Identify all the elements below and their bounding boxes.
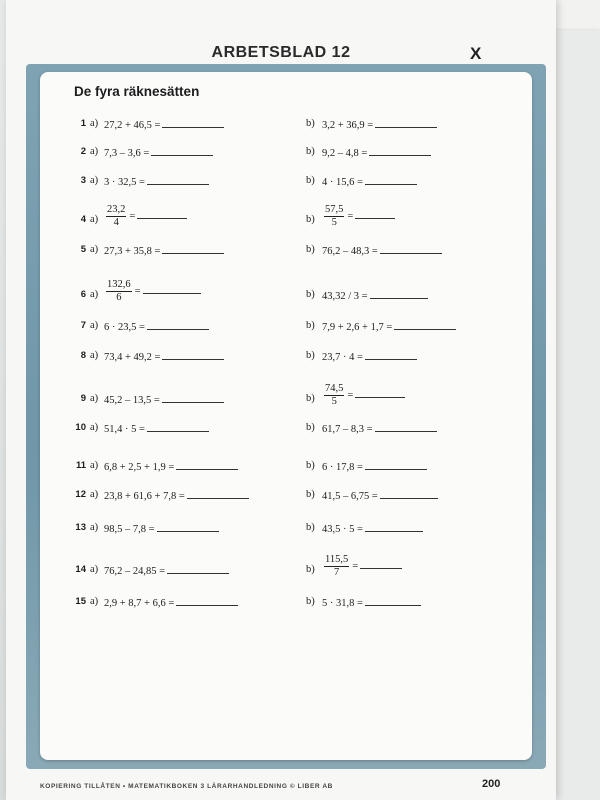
- problem-b-expression: [322, 204, 395, 229]
- answer-blank[interactable]: [176, 596, 238, 606]
- problem-b-expression: [322, 554, 402, 579]
- expression-text: 23,8 + 61,6 + 7,8 =: [104, 491, 185, 502]
- expression-text: 3,2 + 36,9 =: [322, 120, 374, 131]
- label-b: b): [306, 489, 315, 500]
- label-b: b): [306, 175, 315, 186]
- answer-blank[interactable]: [380, 244, 442, 254]
- problem-a-expression: [104, 422, 209, 435]
- expression-text: 61,7 – 8,3 =: [322, 424, 373, 435]
- label-b: b): [306, 289, 315, 300]
- label-a: a): [90, 146, 99, 157]
- problem-a-expression: [104, 564, 229, 577]
- problem-row: [40, 522, 532, 542]
- problem-number: 10: [75, 422, 86, 433]
- problem-a-expression: [104, 350, 224, 363]
- answer-blank[interactable]: [151, 146, 213, 156]
- problem-row: [40, 146, 532, 166]
- answer-blank[interactable]: [365, 596, 421, 606]
- problem-row: [40, 422, 532, 442]
- label-a: a): [90, 320, 99, 331]
- problem-b-expression: [322, 350, 417, 363]
- answer-blank[interactable]: [162, 350, 224, 360]
- fraction: [106, 279, 132, 304]
- answer-blank[interactable]: [162, 244, 224, 254]
- section-title: De fyra räknesätten: [74, 84, 200, 99]
- label-a: a): [90, 422, 99, 433]
- label-a: a): [90, 175, 99, 186]
- problem-number: 3: [80, 175, 86, 186]
- answer-blank[interactable]: [187, 489, 249, 499]
- expression-text: 9,2 – 4,8 =: [322, 148, 368, 159]
- expression-text: 43,32 / 3 =: [322, 291, 368, 302]
- fraction: [324, 204, 344, 229]
- expression-text: 7,3 – 3,6 =: [104, 148, 150, 159]
- answer-blank[interactable]: [355, 209, 395, 219]
- answer-blank[interactable]: [375, 422, 437, 432]
- problem-a-expression: [104, 244, 224, 257]
- answer-blank[interactable]: [360, 559, 402, 569]
- fraction-denominator: 6: [116, 292, 122, 303]
- answer-blank[interactable]: [375, 118, 437, 128]
- answer-blank[interactable]: [157, 522, 219, 532]
- answer-blank[interactable]: [355, 388, 405, 398]
- expression-text: 45,2 – 13,5 =: [104, 395, 160, 406]
- fraction-numerator: 74,5: [325, 383, 344, 394]
- expression-text: =: [134, 285, 141, 297]
- problem-a-expression: [104, 460, 238, 473]
- answer-blank[interactable]: [176, 460, 238, 470]
- answer-blank[interactable]: [147, 422, 209, 432]
- label-a: a): [90, 118, 99, 129]
- fraction-denominator: 5: [331, 396, 337, 407]
- problem-number: 14: [75, 564, 86, 575]
- label-b: b): [306, 146, 315, 157]
- expression-text: 76,2 – 48,3 =: [322, 246, 378, 257]
- answer-blank[interactable]: [370, 289, 428, 299]
- problem-row: [40, 244, 532, 264]
- problem-number: 2: [80, 146, 86, 157]
- label-a: a): [90, 214, 99, 225]
- problem-row: [40, 489, 532, 509]
- worksheet-page: [6, 0, 556, 800]
- answer-blank[interactable]: [137, 209, 187, 219]
- label-b: b): [306, 244, 315, 255]
- fraction-denominator: 7: [334, 567, 340, 578]
- footer-text: KOPIERING TILLÅTEN • MATEMATIKBOKEN 3 LÄRARHANDLEDNING © LIBER AB: [40, 783, 333, 790]
- problem-a-expression: [104, 118, 224, 131]
- answer-blank[interactable]: [162, 118, 224, 128]
- label-b: b): [306, 564, 315, 575]
- problem-b-expression: [322, 383, 405, 408]
- fraction: [106, 204, 126, 229]
- problem-b-expression: [322, 596, 421, 609]
- fraction-denominator: 4: [113, 217, 119, 228]
- answer-blank[interactable]: [369, 146, 431, 156]
- problem-number: 7: [80, 320, 86, 331]
- expression-text: 2,9 + 8,7 + 6,6 =: [104, 598, 175, 609]
- fraction-numerator: 57,5: [325, 204, 344, 215]
- problem-number: 9: [80, 393, 86, 404]
- label-a: a): [90, 489, 99, 500]
- problem-a-expression: [104, 522, 219, 535]
- expression-text: 43,5 · 5 =: [322, 524, 363, 535]
- problem-b-expression: [322, 289, 428, 302]
- expression-text: 7,9 + 2,6 + 1,7 =: [322, 322, 393, 333]
- expression-text: =: [129, 210, 136, 222]
- problem-a-expression: [104, 320, 209, 333]
- problem-a-expression: [104, 146, 213, 159]
- problem-a-expression: [104, 175, 209, 188]
- label-a: a): [90, 596, 99, 607]
- expression-text: 6 · 23,5 =: [104, 322, 145, 333]
- problem-b-expression: [322, 118, 437, 131]
- answer-blank[interactable]: [365, 350, 417, 360]
- problem-number: 12: [75, 489, 86, 500]
- problem-number: 4: [80, 214, 86, 225]
- label-b: b): [306, 460, 315, 471]
- expression-text: 23,7 · 4 =: [322, 352, 363, 363]
- expression-text: 27,2 + 46,5 =: [104, 120, 161, 131]
- fraction: [324, 383, 344, 408]
- problem-row: [40, 206, 532, 226]
- label-b: b): [306, 350, 315, 361]
- fraction-numerator: 132,6: [107, 279, 131, 290]
- answer-blank[interactable]: [147, 175, 209, 185]
- problem-a-expression: [104, 489, 249, 502]
- answer-blank[interactable]: [394, 320, 456, 330]
- expression-text: =: [347, 210, 354, 222]
- expression-text: =: [347, 389, 354, 401]
- label-a: a): [90, 393, 99, 404]
- problem-number: 13: [75, 522, 86, 533]
- expression-text: 41,5 – 6,75 =: [322, 491, 378, 502]
- header-mark: X: [470, 44, 482, 63]
- label-a: a): [90, 522, 99, 533]
- label-b: b): [306, 522, 315, 533]
- problem-b-expression: [322, 522, 423, 535]
- label-b: b): [306, 393, 315, 404]
- answer-blank[interactable]: [365, 460, 427, 470]
- expression-text: 6 · 17,8 =: [322, 462, 363, 473]
- expression-text: 6,8 + 2,5 + 1,9 =: [104, 462, 175, 473]
- problem-row: [40, 118, 532, 138]
- fraction-denominator: 5: [331, 217, 337, 228]
- problem-b-expression: [322, 320, 456, 333]
- problem-a-expression: [104, 596, 238, 609]
- problem-row: [40, 385, 532, 405]
- problem-b-expression: [322, 146, 431, 159]
- answer-blank[interactable]: [365, 175, 417, 185]
- problem-number: 15: [75, 596, 86, 607]
- exercise-panel: [40, 72, 532, 760]
- problem-row: [40, 596, 532, 616]
- problem-a-expression: [104, 393, 224, 406]
- answer-blank[interactable]: [167, 564, 229, 574]
- problem-b-expression: [322, 422, 437, 435]
- label-b: b): [306, 320, 315, 331]
- problem-number: 1: [80, 118, 86, 129]
- worksheet-title: ARBETSBLAD 12: [211, 44, 351, 61]
- label-a: a): [90, 460, 99, 471]
- label-a: a): [90, 244, 99, 255]
- answer-blank[interactable]: [143, 284, 201, 294]
- problem-a-expression: [104, 204, 187, 229]
- expression-text: 27,3 + 35,8 =: [104, 246, 161, 257]
- problem-row: [40, 350, 532, 370]
- expression-text: 4 · 15,6 =: [322, 177, 363, 188]
- problem-number: 6: [80, 289, 86, 300]
- expression-text: 5 · 31,8 =: [322, 598, 363, 609]
- label-a: a): [90, 289, 99, 300]
- fraction: [324, 554, 349, 579]
- expression-text: =: [352, 560, 359, 572]
- problem-number: 11: [75, 460, 86, 471]
- page-number: 200: [482, 778, 501, 790]
- problem-row: [40, 281, 532, 301]
- fraction-numerator: 23,2: [107, 204, 126, 215]
- expression-text: 73,4 + 49,2 =: [104, 352, 161, 363]
- problem-b-expression: [322, 175, 417, 188]
- answer-blank[interactable]: [380, 489, 438, 499]
- problem-number: 8: [80, 350, 86, 361]
- problem-number: 5: [80, 244, 86, 255]
- label-b: b): [306, 596, 315, 607]
- fraction-numerator: 115,5: [325, 554, 349, 565]
- label-a: a): [90, 564, 99, 575]
- problem-row: [40, 556, 532, 576]
- label-b: b): [306, 214, 315, 225]
- problem-row: [40, 175, 532, 195]
- problem-b-expression: [322, 489, 438, 502]
- problem-b-expression: [322, 244, 442, 257]
- problem-row: [40, 460, 532, 480]
- answer-blank[interactable]: [365, 522, 423, 532]
- expression-text: 98,5 – 7,8 =: [104, 524, 155, 535]
- problem-row: [40, 320, 532, 340]
- expression-text: 51,4 · 5 =: [104, 424, 145, 435]
- problem-a-expression: [104, 279, 201, 304]
- answer-blank[interactable]: [147, 320, 209, 330]
- expression-text: 3 · 32,5 =: [104, 177, 145, 188]
- expression-text: 76,2 – 24,85 =: [104, 566, 166, 577]
- problem-b-expression: [322, 460, 427, 473]
- label-b: b): [306, 118, 315, 129]
- label-a: a): [90, 350, 99, 361]
- answer-blank[interactable]: [162, 393, 224, 403]
- label-b: b): [306, 422, 315, 433]
